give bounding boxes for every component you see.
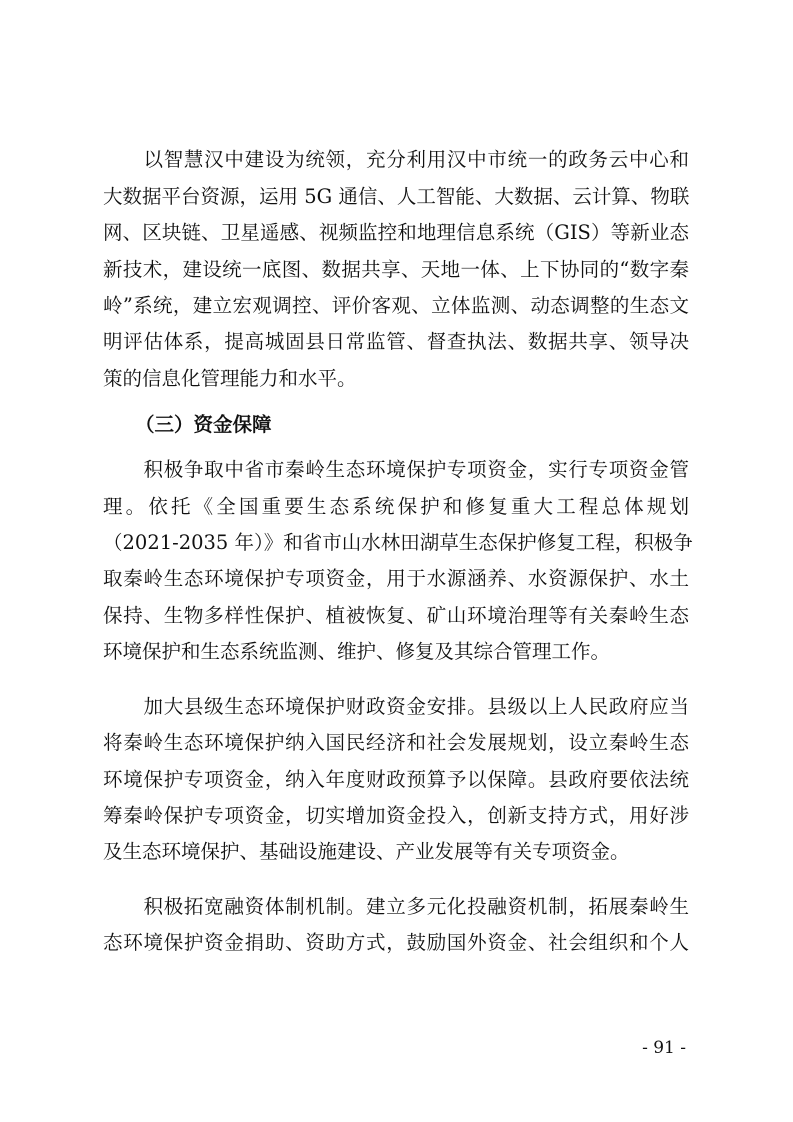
paragraph-line: 明评估体系，提高城固县日常监管、督查执法、数据共享、领导决	[103, 330, 689, 353]
paragraph-line: 新技术，建设统一底图、数据共享、天地一体、上下协同的“数字秦	[103, 258, 689, 281]
paragraph-line: 环境保护和生态系统监测、维护、修复及其综合管理工作。	[103, 640, 611, 663]
paragraph-line: 策的信息化管理能力和水平。	[103, 367, 357, 390]
page-number: - 91 -	[642, 1038, 686, 1058]
paragraph-line: 加大县级生态环境保护财政资金安排。县级以上人民政府应当	[103, 695, 689, 718]
section-heading: （三）资金保障	[135, 413, 272, 436]
paragraph-line: 态环境保护资金捐助、资助方式，鼓励国外资金、社会组织和个人	[103, 931, 689, 954]
paragraph-line: 积极拓宽融资体制机制。建立多元化投融资机制，拓展秦岭生	[103, 895, 689, 918]
paragraph-line: 将秦岭生态环境保护纳入国民经济和社会发展规划，设立秦岭生态	[103, 731, 689, 754]
paragraph-line: 取秦岭生态环境保护专项资金，用于水源涵养、水资源保护、水土	[103, 567, 689, 590]
paragraph-line: 理。依托《全国重要生态系统保护和修复重大工程总体规划	[103, 495, 689, 518]
paragraph-line: 环境保护专项资金，纳入年度财政预算予以保障。县政府要依法统	[103, 768, 689, 791]
paragraph-line: 大数据平台资源，运用 5G 通信、人工智能、大数据、云计算、物联	[103, 185, 690, 208]
paragraph-line: 积极争取中省市秦岭生态环境保护专项资金，实行专项资金管	[103, 458, 689, 481]
paragraph-line: 及生态环境保护、基础设施建设、产业发展等有关专项资金。	[103, 840, 630, 863]
paragraph-line: 保持、生物多样性保护、植被恢复、矿山环境治理等有关秦岭生态	[103, 604, 689, 627]
paragraph-line: 筹秦岭保护专项资金，切实增加资金投入，创新支持方式，用好涉	[103, 804, 689, 827]
paragraph-line: 以智慧汉中建设为统领，充分利用汉中市统一的政务云中心和	[103, 148, 689, 171]
paragraph-line: 网、区块链、卫星遥感、视频监控和地理信息系统（GIS）等新业态	[103, 221, 689, 244]
paragraph-line: （2021-2035 年）》和省市山水林田湖草生态保护修复工程，积极争	[103, 531, 693, 554]
paragraph-line: 岭”系统，建立宏观调控、评价客观、立体监测、动态调整的生态文	[103, 294, 689, 317]
